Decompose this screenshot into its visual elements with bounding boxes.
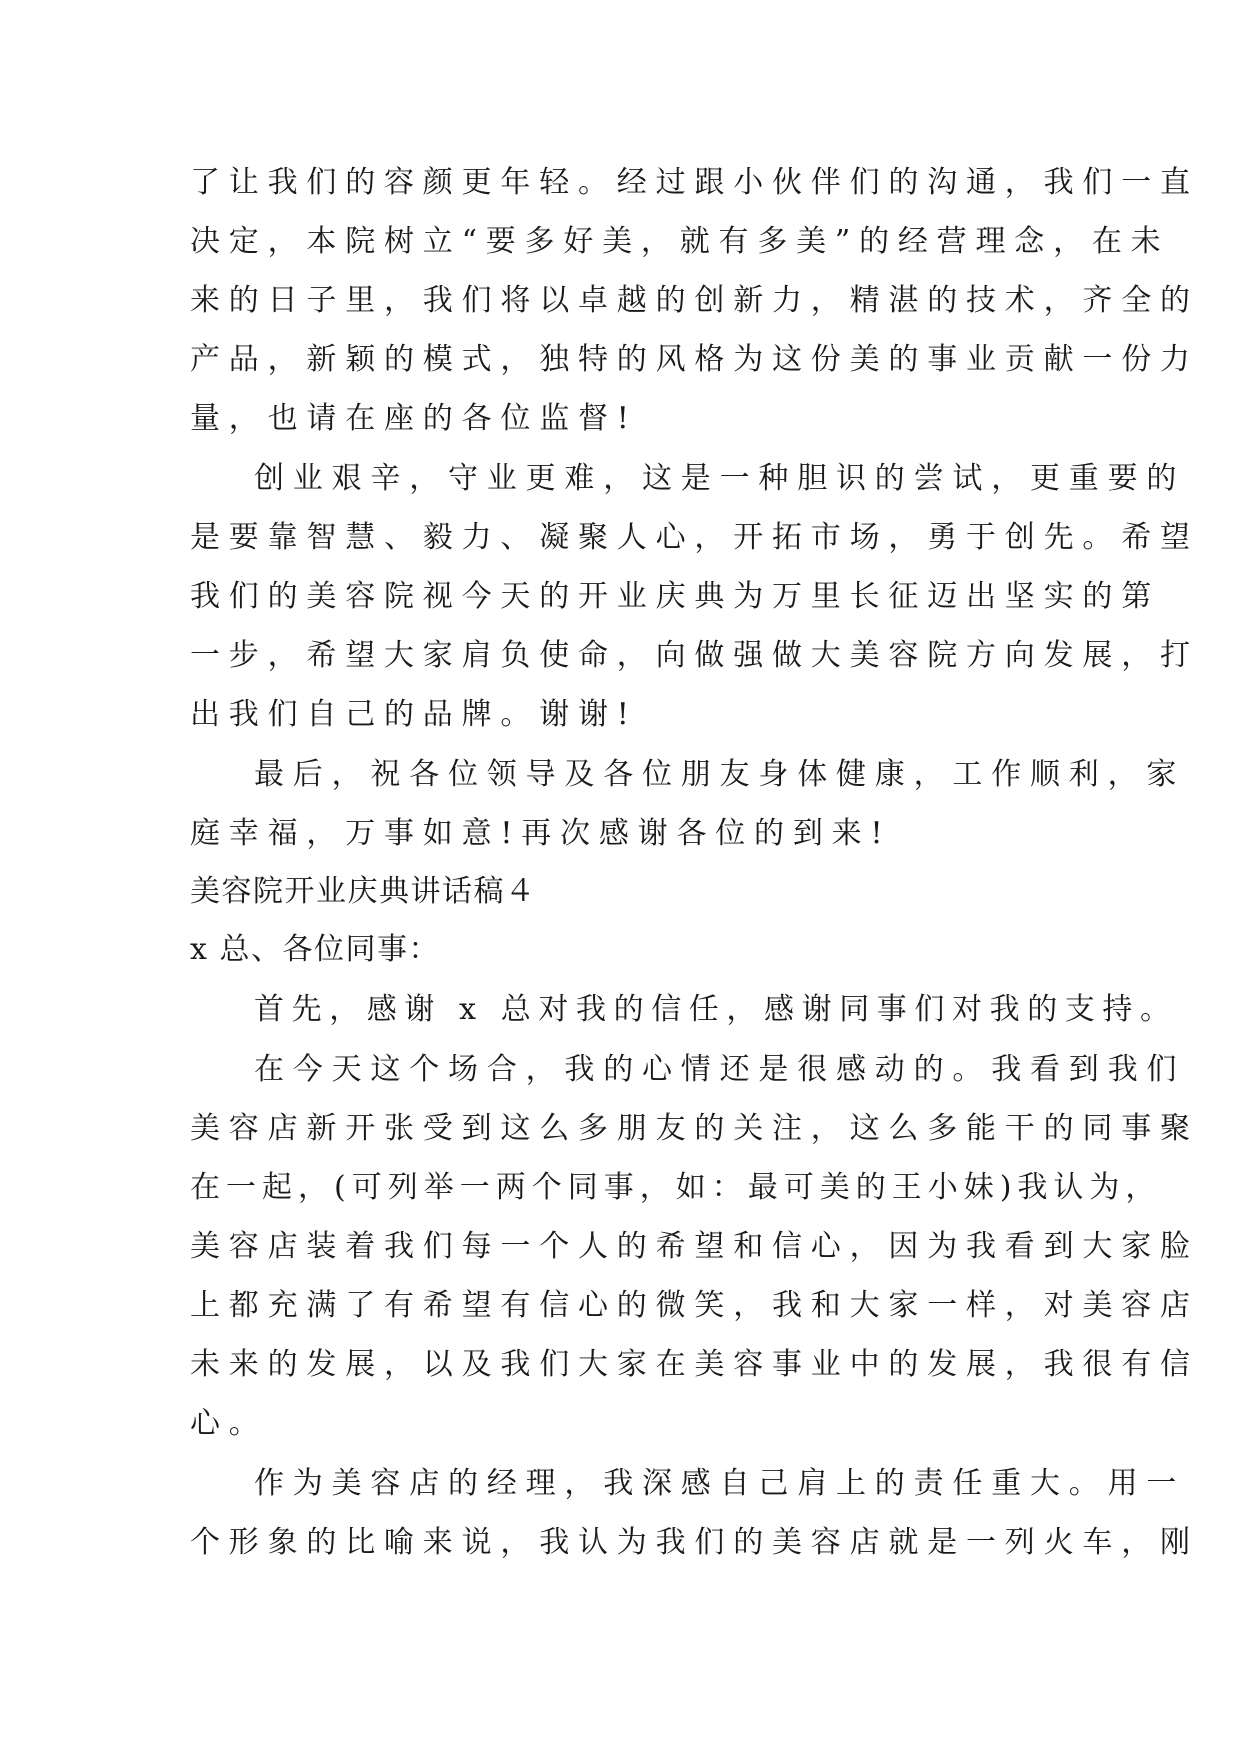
text-line: 出我们自己的品牌。谢谢! [190,697,638,732]
text-line: 在一起，(可列举一两个同事，如：最可美的王小妹)我认为， [190,1170,1162,1205]
text-line: 量，也请在座的各位监督! [190,401,638,436]
text-line: 来的日子里，我们将以卓越的创新力，精湛的技术，齐全的 [190,283,1199,318]
text-line: 决定，本院树立“要多好美，就有多美”的经营理念，在未 [190,224,1170,259]
text-line: 是要靠智慧、毅力、凝聚人心，开拓市场，勇于创先。希望 [190,520,1199,555]
text-line: 美容店装着我们每一个人的希望和信心，因为我看到大家脸 [190,1229,1199,1264]
text-line: 上都充满了有希望有信心的微笑，我和大家一样，对美容店 [190,1288,1199,1323]
section-heading: 美容院开业庆典讲话稿４ [190,874,537,909]
text-line: 一步，希望大家肩负使命，向做强做大美容院方向发展，打 [190,638,1199,673]
text-line: 产品，新颖的模式，独特的风格为这份美的事业贡献一份力 [190,342,1199,377]
paragraph-first-line: 作为美容店的经理，我深感自己肩上的责任重大。用一 [254,1466,1186,1501]
text-line: 美容店新开张受到这么多朋友的关注，这么多能干的同事聚 [190,1111,1199,1146]
paragraph-first-line: 创业艰辛，守业更难，这是一种胆识的尝试，更重要的 [254,461,1186,496]
text-line: 心。 [190,1406,268,1441]
paragraph-first-line: 最后，祝各位领导及各位朋友身体健康，工作顺利，家 [254,757,1186,792]
text-line: 个形象的比喻来说，我认为我们的美容店就是一列火车，刚 [190,1525,1199,1560]
paragraph-first-line: 在今天这个场合，我的心情还是很感动的。我看到我们 [254,1052,1186,1087]
text-line: 我们的美容院视今天的开业庆典为万里长征迈出坚实的第 [190,579,1160,614]
text-line: 庭幸福，万事如意!再次感谢各位的到来! [190,816,892,851]
salutation-line: x 总、各位同事： [190,932,440,967]
paragraph-first-line: 首先，感谢 x 总对我的信任，感谢同事们对我的支持。 [254,992,1178,1027]
text-line: 了让我们的容颜更年轻。经过跟小伙伴们的沟通，我们一直 [190,165,1199,200]
text-line: 未来的发展，以及我们大家在美容事业中的发展，我很有信 [190,1347,1199,1382]
